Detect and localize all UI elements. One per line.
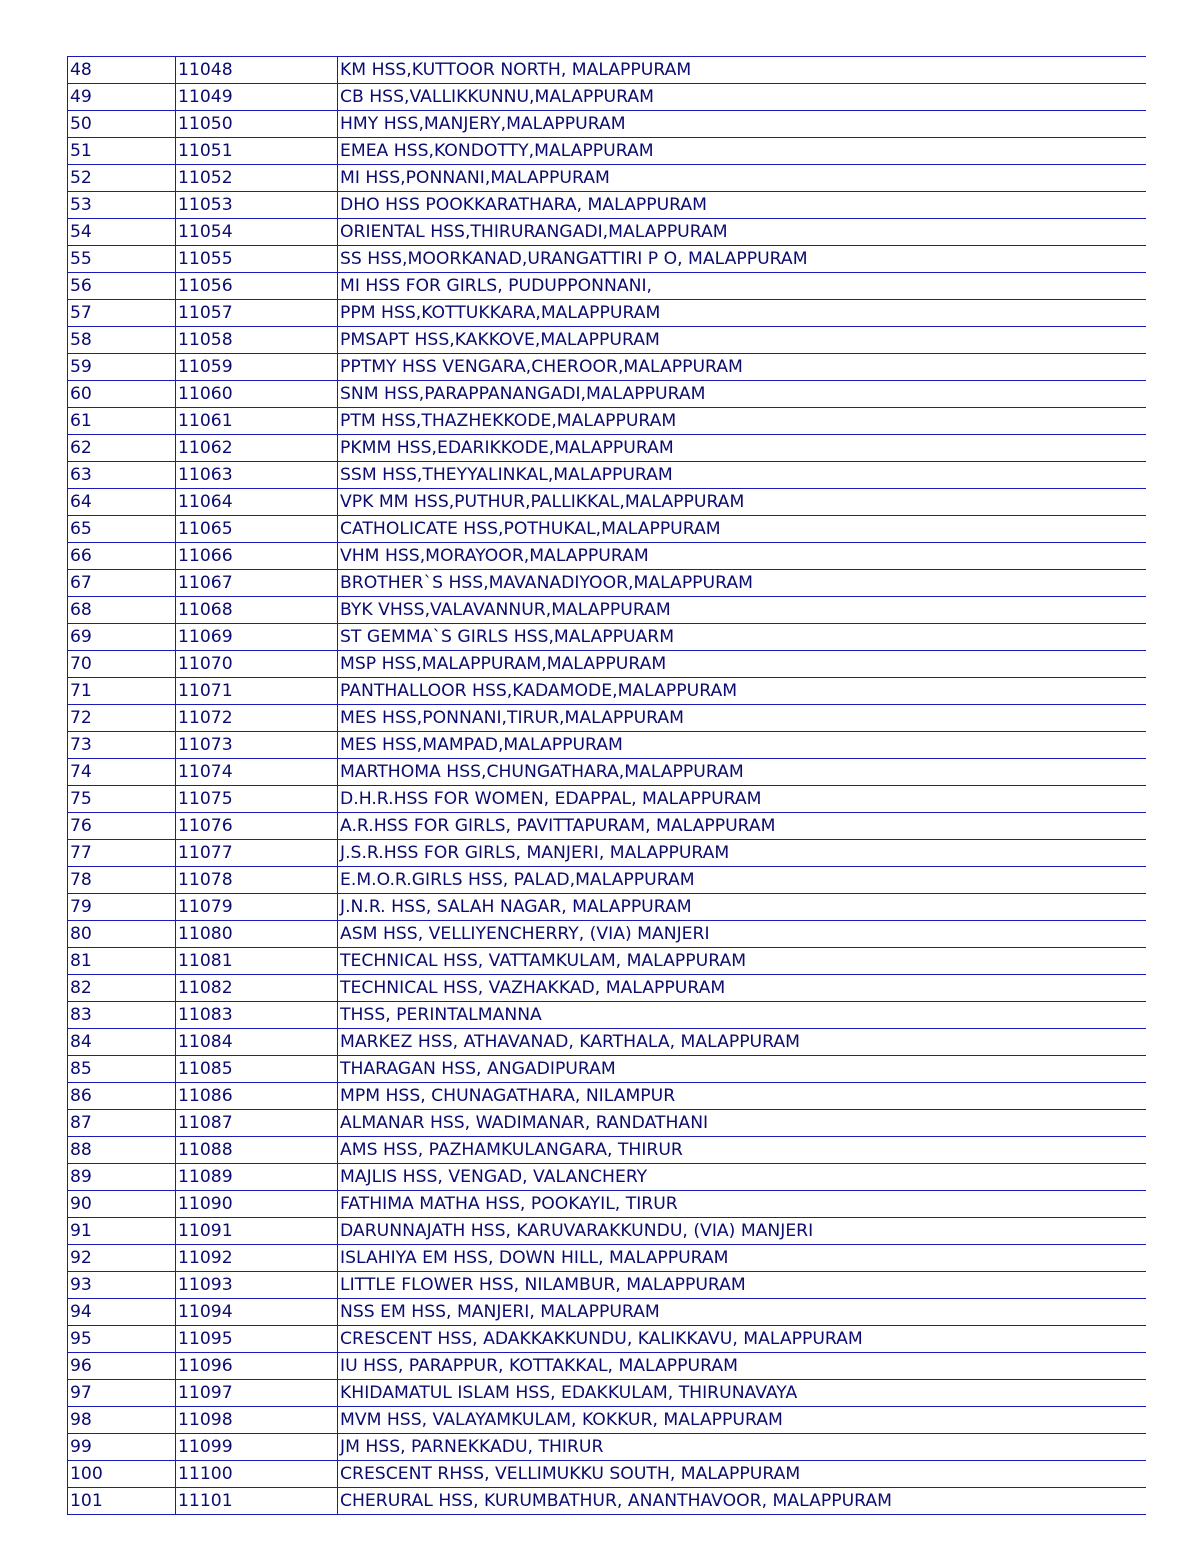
table-row: [68, 1083, 1146, 1110]
school-name-cell: MI HSS FOR GIRLS, PUDUPPONNANI,: [338, 273, 1146, 300]
school-name-cell: ST GEMMA`S GIRLS HSS,MALAPPUARM: [338, 624, 1146, 651]
serial-number-cell: 73: [68, 732, 176, 759]
serial-number-cell: 60: [68, 381, 176, 408]
serial-number-cell: 75: [68, 786, 176, 813]
serial-number-cell: 81: [68, 948, 176, 975]
school-code-cell: 11101: [176, 1488, 338, 1515]
school-name-cell: VHM HSS,MORAYOOR,MALAPPURAM: [338, 543, 1146, 570]
school-name-cell: CHERURAL HSS, KURUMBATHUR, ANANTHAVOOR, MALAPPURAM: [338, 1488, 1146, 1515]
table-row: [68, 1137, 1146, 1164]
table-row: [68, 381, 1146, 408]
school-code-cell: 11049: [176, 84, 338, 111]
school-code-cell: 11061: [176, 408, 338, 435]
school-code-cell: 11081: [176, 948, 338, 975]
serial-number-cell: 76: [68, 813, 176, 840]
serial-number-cell: 56: [68, 273, 176, 300]
table-row: [68, 1056, 1146, 1083]
school-name-cell: HMY HSS,MANJERY,MALAPPURAM: [338, 111, 1146, 138]
school-name-cell: PPTMY HSS VENGARA,CHEROOR,MALAPPURAM: [338, 354, 1146, 381]
school-name-cell: NSS EM HSS, MANJERI, MALAPPURAM: [338, 1299, 1146, 1326]
table-row: [68, 1461, 1146, 1488]
school-name-cell: CB HSS,VALLIKKUNNU,MALAPPURAM: [338, 84, 1146, 111]
table-row: [68, 273, 1146, 300]
table-row: [68, 894, 1146, 921]
school-code-cell: 11069: [176, 624, 338, 651]
school-name-cell: BYK VHSS,VALAVANNUR,MALAPPURAM: [338, 597, 1146, 624]
school-name-cell: EMEA HSS,KONDOTTY,MALAPPURAM: [338, 138, 1146, 165]
school-name-cell: PMSAPT HSS,KAKKOVE,MALAPPURAM: [338, 327, 1146, 354]
school-code-cell: 11092: [176, 1245, 338, 1272]
serial-number-cell: 94: [68, 1299, 176, 1326]
serial-number-cell: 65: [68, 516, 176, 543]
school-code-cell: 11054: [176, 219, 338, 246]
serial-number-cell: 48: [68, 57, 176, 84]
school-name-cell: TECHNICAL HSS, VAZHAKKAD, MALAPPURAM: [338, 975, 1146, 1002]
school-name-cell: ALMANAR HSS, WADIMANAR, RANDATHANI: [338, 1110, 1146, 1137]
serial-number-cell: 52: [68, 165, 176, 192]
school-name-cell: MI HSS,PONNANI,MALAPPURAM: [338, 165, 1146, 192]
school-name-cell: IU HSS, PARAPPUR, KOTTAKKAL, MALAPPURAM: [338, 1353, 1146, 1380]
school-code-cell: 11074: [176, 759, 338, 786]
serial-number-cell: 92: [68, 1245, 176, 1272]
school-name-cell: LITTLE FLOWER HSS, NILAMBUR, MALAPPURAM: [338, 1272, 1146, 1299]
school-code-cell: 11094: [176, 1299, 338, 1326]
school-name-cell: PTM HSS,THAZHEKKODE,MALAPPURAM: [338, 408, 1146, 435]
school-name-cell: MES HSS,PONNANI,TIRUR,MALAPPURAM: [338, 705, 1146, 732]
serial-number-cell: 91: [68, 1218, 176, 1245]
school-code-cell: 11065: [176, 516, 338, 543]
table-row: [68, 678, 1146, 705]
table-row: [68, 489, 1146, 516]
school-code-cell: 11064: [176, 489, 338, 516]
table-row: [68, 354, 1146, 381]
table-row: [68, 1380, 1146, 1407]
table-row: [68, 1029, 1146, 1056]
serial-number-cell: 53: [68, 192, 176, 219]
school-code-cell: 11093: [176, 1272, 338, 1299]
school-name-cell: KHIDAMATUL ISLAM HSS, EDAKKULAM, THIRUNAVAYA: [338, 1380, 1146, 1407]
serial-number-cell: 50: [68, 111, 176, 138]
school-name-cell: AMS HSS, PAZHAMKULANGARA, THIRUR: [338, 1137, 1146, 1164]
serial-number-cell: 61: [68, 408, 176, 435]
school-name-cell: SNM HSS,PARAPPANANGADI,MALAPPURAM: [338, 381, 1146, 408]
table-row: [68, 948, 1146, 975]
table-row: [68, 219, 1146, 246]
school-code-cell: 11072: [176, 705, 338, 732]
table-row: [68, 516, 1146, 543]
serial-number-cell: 66: [68, 543, 176, 570]
school-code-cell: 11067: [176, 570, 338, 597]
table-row: [68, 1353, 1146, 1380]
school-name-cell: SSM HSS,THEYYALINKAL,MALAPPURAM: [338, 462, 1146, 489]
school-name-cell: ASM HSS, VELLIYENCHERRY, (VIA) MANJERI: [338, 921, 1146, 948]
table-row: [68, 732, 1146, 759]
school-code-cell: 11097: [176, 1380, 338, 1407]
school-name-cell: CRESCENT HSS, ADAKKAKKUNDU, KALIKKAVU, MALAPPURAM: [338, 1326, 1146, 1353]
table-row: [68, 597, 1146, 624]
school-name-cell: MARTHOMA HSS,CHUNGATHARA,MALAPPURAM: [338, 759, 1146, 786]
school-code-cell: 11100: [176, 1461, 338, 1488]
school-list-table: [67, 56, 1146, 1515]
serial-number-cell: 57: [68, 300, 176, 327]
table-row: [68, 867, 1146, 894]
school-name-cell: DARUNNAJATH HSS, KARUVARAKKUNDU, (VIA) MANJERI: [338, 1218, 1146, 1245]
school-code-cell: 11090: [176, 1191, 338, 1218]
serial-number-cell: 86: [68, 1083, 176, 1110]
school-name-cell: PPM HSS,KOTTUKKARA,MALAPPURAM: [338, 300, 1146, 327]
table-row: [68, 1326, 1146, 1353]
serial-number-cell: 67: [68, 570, 176, 597]
school-code-cell: 11070: [176, 651, 338, 678]
serial-number-cell: 98: [68, 1407, 176, 1434]
table-row: [68, 705, 1146, 732]
table-row: [68, 543, 1146, 570]
serial-number-cell: 70: [68, 651, 176, 678]
table-row: [68, 1164, 1146, 1191]
table-row: [68, 840, 1146, 867]
table-row: [68, 651, 1146, 678]
table-row: [68, 624, 1146, 651]
school-code-cell: 11077: [176, 840, 338, 867]
serial-number-cell: 51: [68, 138, 176, 165]
school-name-cell: ORIENTAL HSS,THIRURANGADI,MALAPPURAM: [338, 219, 1146, 246]
table-row: [68, 1488, 1146, 1515]
serial-number-cell: 77: [68, 840, 176, 867]
school-code-cell: 11048: [176, 57, 338, 84]
table-row: [68, 1110, 1146, 1137]
school-code-cell: 11058: [176, 327, 338, 354]
school-name-cell: THARAGAN HSS, ANGADIPURAM: [338, 1056, 1146, 1083]
table-row: [68, 1434, 1146, 1461]
serial-number-cell: 63: [68, 462, 176, 489]
table-row: [68, 408, 1146, 435]
serial-number-cell: 79: [68, 894, 176, 921]
serial-number-cell: 58: [68, 327, 176, 354]
table-row: [68, 1191, 1146, 1218]
table-row: [68, 786, 1146, 813]
school-code-cell: 11055: [176, 246, 338, 273]
school-code-cell: 11073: [176, 732, 338, 759]
serial-number-cell: 87: [68, 1110, 176, 1137]
school-name-cell: DHO HSS POOKKARATHARA, MALAPPURAM: [338, 192, 1146, 219]
school-code-cell: 11083: [176, 1002, 338, 1029]
school-name-cell: BROTHER`S HSS,MAVANADIYOOR,MALAPPURAM: [338, 570, 1146, 597]
school-code-cell: 11082: [176, 975, 338, 1002]
school-code-cell: 11052: [176, 165, 338, 192]
table-body: [68, 57, 1146, 1515]
school-name-cell: VPK MM HSS,PUTHUR,PALLIKKAL,MALAPPURAM: [338, 489, 1146, 516]
table-row: [68, 1407, 1146, 1434]
serial-number-cell: 82: [68, 975, 176, 1002]
school-name-cell: ISLAHIYA EM HSS, DOWN HILL, MALAPPURAM: [338, 1245, 1146, 1272]
serial-number-cell: 89: [68, 1164, 176, 1191]
serial-number-cell: 69: [68, 624, 176, 651]
school-code-cell: 11075: [176, 786, 338, 813]
school-name-cell: MSP HSS,MALAPPURAM,MALAPPURAM: [338, 651, 1146, 678]
school-code-cell: 11066: [176, 543, 338, 570]
school-code-cell: 11099: [176, 1434, 338, 1461]
school-name-cell: MARKEZ HSS, ATHAVANAD, KARTHALA, MALAPPURAM: [338, 1029, 1146, 1056]
school-code-cell: 11089: [176, 1164, 338, 1191]
table-row: [68, 570, 1146, 597]
table-row: [68, 813, 1146, 840]
serial-number-cell: 95: [68, 1326, 176, 1353]
serial-number-cell: 54: [68, 219, 176, 246]
serial-number-cell: 84: [68, 1029, 176, 1056]
school-name-cell: SS HSS,MOORKANAD,URANGATTIRI P O, MALAPPURAM: [338, 246, 1146, 273]
serial-number-cell: 62: [68, 435, 176, 462]
school-name-cell: CATHOLICATE HSS,POTHUKAL,MALAPPURAM: [338, 516, 1146, 543]
table-row: [68, 921, 1146, 948]
table-row: [68, 975, 1146, 1002]
serial-number-cell: 64: [68, 489, 176, 516]
serial-number-cell: 88: [68, 1137, 176, 1164]
school-code-cell: 11051: [176, 138, 338, 165]
table-row: [68, 57, 1146, 84]
serial-number-cell: 96: [68, 1353, 176, 1380]
table-row: [68, 246, 1146, 273]
table-row: [68, 1218, 1146, 1245]
table-row: [68, 165, 1146, 192]
school-name-cell: TECHNICAL HSS, VATTAMKULAM, MALAPPURAM: [338, 948, 1146, 975]
serial-number-cell: 101: [68, 1488, 176, 1515]
school-code-cell: 11068: [176, 597, 338, 624]
serial-number-cell: 90: [68, 1191, 176, 1218]
school-name-cell: JM HSS, PARNEKKADU, THIRUR: [338, 1434, 1146, 1461]
school-code-cell: 11057: [176, 300, 338, 327]
school-code-cell: 11078: [176, 867, 338, 894]
table-row: [68, 192, 1146, 219]
table-row: [68, 1245, 1146, 1272]
school-name-cell: FATHIMA MATHA HSS, POOKAYIL, TIRUR: [338, 1191, 1146, 1218]
school-code-cell: 11098: [176, 1407, 338, 1434]
table-row: [68, 462, 1146, 489]
serial-number-cell: 100: [68, 1461, 176, 1488]
table-row: [68, 435, 1146, 462]
school-name-cell: MAJLIS HSS, VENGAD, VALANCHERY: [338, 1164, 1146, 1191]
school-code-cell: 11085: [176, 1056, 338, 1083]
table-row: [68, 1299, 1146, 1326]
school-code-cell: 11084: [176, 1029, 338, 1056]
table-row: [68, 1002, 1146, 1029]
serial-number-cell: 72: [68, 705, 176, 732]
school-code-cell: 11063: [176, 462, 338, 489]
school-code-cell: 11076: [176, 813, 338, 840]
school-code-cell: 11095: [176, 1326, 338, 1353]
table-row: [68, 1272, 1146, 1299]
serial-number-cell: 85: [68, 1056, 176, 1083]
school-code-cell: 11079: [176, 894, 338, 921]
school-name-cell: PKMM HSS,EDARIKKODE,MALAPPURAM: [338, 435, 1146, 462]
serial-number-cell: 68: [68, 597, 176, 624]
school-name-cell: MPM HSS, CHUNAGATHARA, NILAMPUR: [338, 1083, 1146, 1110]
serial-number-cell: 59: [68, 354, 176, 381]
school-name-cell: J.S.R.HSS FOR GIRLS, MANJERI, MALAPPURAM: [338, 840, 1146, 867]
serial-number-cell: 80: [68, 921, 176, 948]
serial-number-cell: 97: [68, 1380, 176, 1407]
table-row: [68, 300, 1146, 327]
serial-number-cell: 93: [68, 1272, 176, 1299]
school-code-cell: 11096: [176, 1353, 338, 1380]
school-code-cell: 11086: [176, 1083, 338, 1110]
serial-number-cell: 83: [68, 1002, 176, 1029]
table-row: [68, 138, 1146, 165]
school-name-cell: MES HSS,MAMPAD,MALAPPURAM: [338, 732, 1146, 759]
school-code-cell: 11053: [176, 192, 338, 219]
table-row: [68, 111, 1146, 138]
school-name-cell: A.R.HSS FOR GIRLS, PAVITTAPURAM, MALAPPURAM: [338, 813, 1146, 840]
serial-number-cell: 71: [68, 678, 176, 705]
serial-number-cell: 99: [68, 1434, 176, 1461]
school-name-cell: MVM HSS, VALAYAMKULAM, KOKKUR, MALAPPURAM: [338, 1407, 1146, 1434]
school-code-cell: 11091: [176, 1218, 338, 1245]
school-code-cell: 11050: [176, 111, 338, 138]
school-code-cell: 11080: [176, 921, 338, 948]
serial-number-cell: 78: [68, 867, 176, 894]
school-name-cell: KM HSS,KUTTOOR NORTH, MALAPPURAM: [338, 57, 1146, 84]
school-code-cell: 11056: [176, 273, 338, 300]
table-row: [68, 759, 1146, 786]
school-code-cell: 11059: [176, 354, 338, 381]
school-name-cell: J.N.R. HSS, SALAH NAGAR, MALAPPURAM: [338, 894, 1146, 921]
table-row: [68, 84, 1146, 111]
school-code-cell: 11087: [176, 1110, 338, 1137]
school-code-cell: 11060: [176, 381, 338, 408]
school-name-cell: E.M.O.R.GIRLS HSS, PALAD,MALAPPURAM: [338, 867, 1146, 894]
school-name-cell: D.H.R.HSS FOR WOMEN, EDAPPAL, MALAPPURAM: [338, 786, 1146, 813]
school-name-cell: PANTHALLOOR HSS,KADAMODE,MALAPPURAM: [338, 678, 1146, 705]
serial-number-cell: 55: [68, 246, 176, 273]
school-code-cell: 11062: [176, 435, 338, 462]
table-row: [68, 327, 1146, 354]
serial-number-cell: 74: [68, 759, 176, 786]
school-name-cell: CRESCENT RHSS, VELLIMUKKU SOUTH, MALAPPURAM: [338, 1461, 1146, 1488]
serial-number-cell: 49: [68, 84, 176, 111]
school-name-cell: THSS, PERINTALMANNA: [338, 1002, 1146, 1029]
school-code-cell: 11088: [176, 1137, 338, 1164]
school-code-cell: 11071: [176, 678, 338, 705]
